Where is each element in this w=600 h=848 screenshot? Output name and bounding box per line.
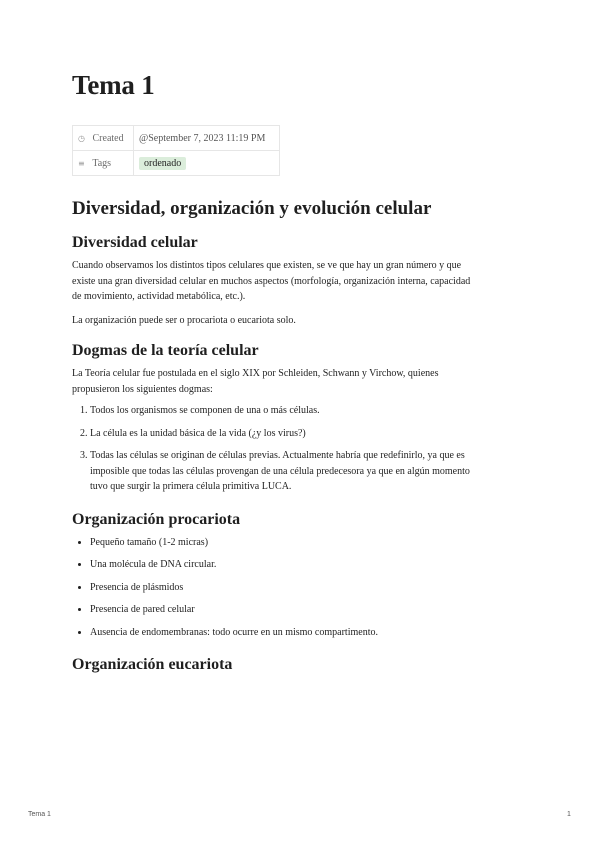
heading-dogmas: Dogmas de la teoría celular — [72, 342, 259, 359]
list-item: • Presencia de pared celular — [90, 602, 482, 618]
property-row-tags — [73, 151, 280, 176]
heading-diversidad: Diversidad celular — [72, 234, 198, 251]
paragraph-diversidad-2: La organización puede ser o procariota o eucariota solo. — [72, 314, 296, 326]
footer-page-number: 1 — [567, 811, 571, 818]
procariota-list — [72, 535, 482, 641]
heading-procariota: Organización procariota — [72, 510, 241, 528]
heading-eucariota: Organización eucariota — [72, 656, 233, 673]
property-key-created — [73, 126, 134, 151]
list-item: • Una molécula de DNA circular. — [90, 557, 482, 573]
paragraph-dogmas-intro: La Teoría celular fue postulada en el siglo XIX por Schleiden, Schwann y Virchow, quienes propusieron los siguientes dogmas: — [72, 368, 439, 395]
tags-value — [134, 151, 280, 176]
list-item: 3. Todas las células se originan de células previas. Actualmente habría que redefinirlo, ya que es imposible que todas las células provengan de una célula predecesora ya que en algún momento tuvo que surgir la primera célula primitiva LUCA. — [90, 448, 482, 495]
created-value: @September 7, 2023 11:19 PM — [134, 126, 280, 151]
list-item: • Pequeño tamaño (1-2 micras) — [90, 535, 482, 551]
section-title: Diversidad, organización y evolución celular — [72, 198, 432, 219]
clock-icon: ◷ — [78, 133, 85, 143]
paragraph-diversidad-1: Cuando observamos los distintos tipos celulares que existen, se ve que hay un gran número y que existe una gran diversidad celular en muchos aspectos (morfología, organización interna, capacidad de movimiento, actividad metabólica, etc.). — [72, 260, 471, 302]
footer-page-title: Tema 1 — [28, 811, 51, 818]
page-content — [72, 198, 482, 680]
properties-table — [72, 125, 280, 176]
list-item: 1. Todos los organismos se componen de una o más células. — [90, 403, 482, 419]
created-label: Created — [92, 132, 124, 144]
list-item: • Presencia de plásmidos — [90, 580, 482, 596]
tags-label: Tags — [92, 157, 112, 169]
list-item: • Ausencia de endomembranas: todo ocurre en un mismo compartimento. — [90, 625, 482, 641]
property-row-created — [73, 126, 280, 151]
page-title: Tema 1 — [72, 70, 155, 100]
dogmas-list — [72, 403, 482, 495]
property-key-tags — [73, 151, 134, 176]
list-item: 2. La célula es la unidad básica de la vida (¿y los virus?) — [90, 426, 482, 442]
list-icon: ≡ — [78, 158, 85, 168]
tag-badge: ordenado — [139, 157, 186, 170]
